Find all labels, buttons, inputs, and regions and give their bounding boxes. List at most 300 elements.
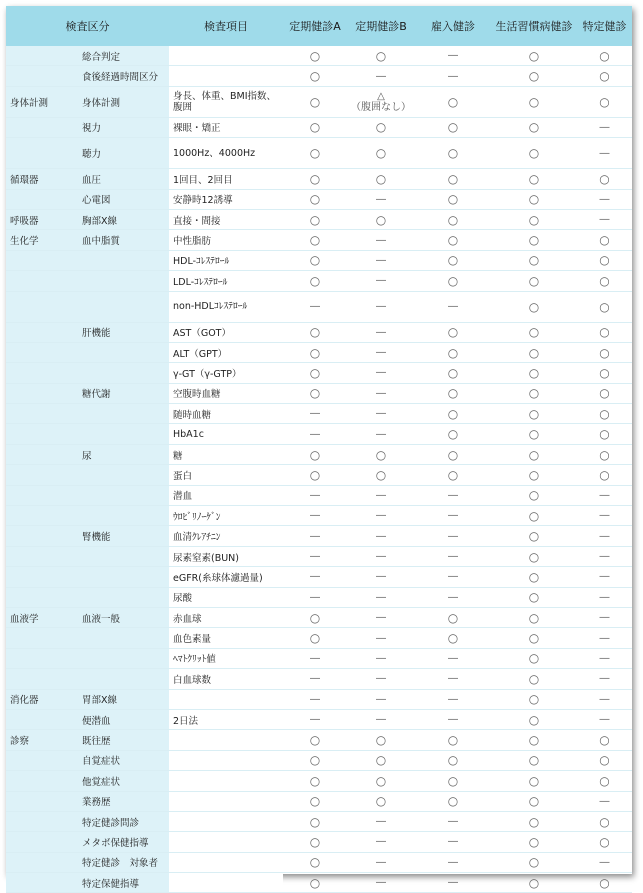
mark-hiring [415,189,491,209]
circle-mark: ○ [309,69,321,84]
dash-mark: ― [310,551,320,562]
dash-mark: ― [448,673,458,685]
mark-regular-b [347,811,415,831]
mark-specific [577,506,632,526]
item-cell: 中性脂肪 [169,230,283,250]
subcategory-cell: 便潜血 [78,709,169,729]
table-row [6,169,632,189]
mark-regular-a [283,669,347,689]
subcategory-cell: 特定保健指導 [78,873,169,893]
dash-mark: ― [448,50,458,62]
item-text: non-HDLｺﾚｽﾃﾛｰﾙ [173,301,248,313]
mark-hiring [415,46,491,66]
mark-hiring [415,86,491,117]
header-category: 検査区分 [6,6,169,46]
mark-regular-a [283,271,347,291]
mark-specific [577,138,632,169]
item-cell: 赤血球 [169,607,283,627]
mark-hiring [415,873,491,893]
table-row [6,444,632,464]
circle-mark: ○ [447,146,459,161]
mark-regular-b [347,587,415,607]
dash-mark: ― [448,571,458,583]
circle-mark: ○ [375,794,387,809]
circle-mark: ○ [309,171,321,186]
dash-mark: ― [448,836,458,848]
category-cell [6,363,78,383]
mark-lifestyle [491,873,577,893]
dash-mark: ― [376,673,386,685]
mark-hiring [415,465,491,485]
circle-mark: ○ [528,253,540,268]
mark-lifestyle [491,138,577,169]
subcategory-cell [78,465,169,485]
mark-regular-b [347,444,415,464]
item-cell: 血色素量 [169,628,283,648]
subcategory-cell [78,363,169,383]
header-item: 検査項目 [169,6,283,46]
mark-lifestyle [491,465,577,485]
circle-mark: ○ [599,773,610,788]
dash-mark: ― [376,632,386,644]
category-cell [6,506,78,526]
circle-mark: ○ [309,325,321,340]
item-cell [169,86,283,117]
mark-regular-b [347,526,415,546]
dash-mark: ― [376,714,386,726]
mark-regular-a [283,250,347,270]
circle-mark: ○ [599,273,610,288]
mark-lifestyle [491,852,577,872]
circle-mark: ○ [447,467,459,482]
circle-mark: ○ [528,569,540,584]
dash-mark: ― [376,591,386,603]
circle-mark: ○ [309,631,321,646]
circle-mark: ○ [528,651,540,666]
mark-regular-a [283,852,347,872]
circle-mark: ○ [528,325,540,340]
mark-regular-a [283,404,347,424]
mark-regular-b [347,567,415,587]
dash-mark: ― [310,408,320,420]
circle-mark: ○ [528,773,540,788]
mark-lifestyle [491,291,577,322]
item-cell: 空腹時血糖 [169,383,283,403]
mark-specific [577,271,632,291]
circle-mark: ○ [528,834,540,849]
table-row [6,46,632,66]
mark-specific [577,169,632,189]
header-specific: 特定健診 [577,6,632,46]
item-cell: 裸眼・矯正 [169,117,283,137]
circle-mark: ○ [447,212,459,227]
item-cell: 安静時12誘導 [169,189,283,209]
circle-mark: ○ [528,406,540,421]
item-cell: γ-GT（γ-GTP） [169,363,283,383]
item-cell [169,771,283,791]
dash-mark: ― [310,693,320,705]
circle-mark: ○ [447,192,459,207]
table-row [6,607,632,627]
category-cell: 診察 [6,730,78,750]
dash-mark: ― [310,571,320,583]
dash-mark: ― [599,652,610,664]
mark-lifestyle [491,832,577,852]
table-row [6,587,632,607]
dash-mark: ― [599,693,610,705]
circle-mark: ○ [599,406,610,421]
mark-regular-b [347,648,415,668]
circle-mark: ○ [309,467,321,482]
subcategory-cell: 血中脂質 [78,230,169,250]
mark-regular-a [283,709,347,729]
circle-mark: ○ [447,427,459,442]
subcategory-cell [78,271,169,291]
category-cell [6,832,78,852]
mark-specific [577,291,632,322]
circle-mark: ○ [309,773,321,788]
mark-regular-a [283,689,347,709]
mark-specific [577,363,632,383]
mark-regular-a [283,791,347,811]
circle-mark: ○ [528,69,540,84]
mark-regular-a [283,465,347,485]
mark-specific [577,567,632,587]
circle-mark: ○ [309,192,321,207]
circle-mark: ○ [528,488,540,503]
mark-lifestyle [491,546,577,566]
circle-mark: ○ [309,814,321,829]
mark-lifestyle [491,46,577,66]
mark-hiring [415,322,491,342]
mark-hiring [415,169,491,189]
mark-hiring [415,250,491,270]
header-hiring: 雇入健診 [415,6,491,46]
dash-mark: ― [376,428,386,440]
category-cell [6,750,78,770]
circle-mark: ○ [375,733,387,748]
item-cell [169,852,283,872]
table-row [6,117,632,137]
mark-regular-a [283,424,347,444]
dash-mark: ― [599,714,610,726]
circle-mark: ○ [528,631,540,646]
circle-mark: ○ [375,447,387,462]
checkup-items-table [6,6,632,893]
dash-mark: ― [310,673,320,685]
circle-mark: ○ [375,753,387,768]
dash-mark: ― [599,795,610,807]
mark-lifestyle [491,628,577,648]
circle-mark: ○ [599,733,610,748]
table-row [6,567,632,587]
table-row [6,250,632,270]
category-cell [6,250,78,270]
table-row [6,291,632,322]
dash-mark: ― [448,70,458,82]
dash-mark: ― [376,301,386,313]
category-cell [6,852,78,872]
dash-mark: ― [448,693,458,705]
circle-mark: ○ [447,365,459,380]
table-row [6,66,632,86]
mark-lifestyle [491,648,577,668]
mark-regular-b [347,607,415,627]
table-row [6,546,632,566]
dash-mark: ― [448,530,458,542]
circle-mark: ○ [447,386,459,401]
circle-mark: ○ [528,794,540,809]
mark-regular-b [347,546,415,566]
mark-hiring [415,750,491,770]
mark-lifestyle [491,669,577,689]
mark-regular-b [347,250,415,270]
mark-specific [577,383,632,403]
mark-hiring [415,669,491,689]
mark-hiring [415,383,491,403]
circle-mark: ○ [309,875,321,890]
circle-mark: ○ [447,733,459,748]
dash-mark: ― [376,387,386,399]
mark-specific [577,628,632,648]
dash-mark: ― [599,551,610,562]
dash-mark: ― [599,510,610,522]
item-cell: AST（GOT） [169,322,283,342]
mark-hiring [415,607,491,627]
subcategory-cell [78,342,169,362]
item-cell: 糖 [169,444,283,464]
mark-lifestyle [491,730,577,750]
table-row [6,628,632,648]
circle-mark: ○ [528,94,540,109]
circle-mark: ○ [447,773,459,788]
mark-regular-a [283,832,347,852]
mark-regular-a [283,546,347,566]
mark-regular-a [283,526,347,546]
table-row [6,730,632,750]
subcategory-cell: メタボ保健指導 [78,832,169,852]
mark-hiring [415,852,491,872]
mark-hiring [415,117,491,137]
circle-mark: ○ [528,386,540,401]
mark-regular-b [347,209,415,229]
mark-specific [577,444,632,464]
dash-mark: ― [310,489,320,501]
mark-regular-a [283,291,347,322]
category-cell [6,873,78,893]
category-cell [6,117,78,137]
mark-specific [577,86,632,117]
dash-mark: ― [376,612,386,624]
subcategory-cell: 聴力 [78,138,169,169]
category-cell: 血液学 [6,607,78,627]
item-cell [169,46,283,66]
mark-hiring [415,485,491,505]
circle-mark: ○ [309,365,321,380]
subcategory-cell: 他覚症状 [78,771,169,791]
circle-mark: ○ [528,48,540,63]
mark-regular-a [283,363,347,383]
mark-regular-b [347,189,415,209]
mark-lifestyle [491,811,577,831]
table-row [6,811,632,831]
circle-mark: ○ [447,753,459,768]
mark-regular-a [283,189,347,209]
circle-mark: ○ [528,814,540,829]
circle-mark: ○ [309,794,321,809]
circle-mark: ○ [599,386,610,401]
mark-hiring [415,271,491,291]
mark-regular-b [347,342,415,362]
circle-mark: ○ [599,875,610,890]
dash-mark: ― [310,530,320,542]
subcategory-cell: 肝機能 [78,322,169,342]
circle-mark: ○ [447,120,459,135]
category-cell [6,189,78,209]
item-cell [169,689,283,709]
dash-mark: ― [599,193,610,205]
mark-regular-a [283,209,347,229]
category-cell [6,271,78,291]
dash-mark: ― [599,121,610,133]
mark-specific [577,117,632,137]
mark-hiring [415,66,491,86]
category-cell [6,465,78,485]
circle-mark: ○ [447,253,459,268]
category-cell [6,628,78,648]
item-cell [169,730,283,750]
dash-mark: ― [310,510,320,522]
mark-lifestyle [491,567,577,587]
circle-mark: ○ [375,48,387,63]
mark-regular-a [283,117,347,137]
table-row [6,465,632,485]
mark-regular-b [347,271,415,291]
dash-mark: ― [448,551,458,562]
subcategory-cell [78,424,169,444]
mark-regular-a [283,342,347,362]
category-cell [6,587,78,607]
table-row [6,271,632,291]
dash-mark: ― [376,816,386,828]
table-row [6,506,632,526]
dash-mark: ― [376,234,386,246]
mark-regular-a [283,587,347,607]
category-cell [6,66,78,86]
circle-mark: ○ [599,427,610,442]
table-row [6,750,632,770]
dash-mark: ― [376,652,386,664]
dash-mark: ― [376,693,386,705]
mark-regular-a [283,607,347,627]
mark-lifestyle [491,526,577,546]
circle-mark: ○ [528,855,540,870]
circle-mark: ○ [375,171,387,186]
circle-mark: ○ [309,733,321,748]
mark-regular-b [347,628,415,648]
dash-mark: ― [310,652,320,664]
circle-mark: ○ [309,233,321,248]
header-row [6,6,632,46]
circle-mark: ○ [447,325,459,340]
dash-mark: ― [376,877,386,889]
subcategory-cell: 糖代謝 [78,383,169,403]
circle-mark: ○ [447,273,459,288]
subcategory-cell: 特定健診 対象者 [78,852,169,872]
mark-lifestyle [491,771,577,791]
mark-regular-b [347,771,415,791]
circle-mark: ○ [309,610,321,625]
circle-mark: ○ [375,467,387,482]
item-cell: 2日法 [169,709,283,729]
mark-lifestyle [491,506,577,526]
item-cell: 直接・間接 [169,209,283,229]
circle-mark: ○ [528,733,540,748]
mark-lifestyle [491,169,577,189]
circle-mark: ○ [375,773,387,788]
mark-regular-b [347,66,415,86]
mark-regular-b [347,86,415,117]
subcategory-cell: 既往歴 [78,730,169,750]
mark-regular-a [283,506,347,526]
dash-mark: ― [376,347,386,359]
mark-lifestyle [491,587,577,607]
circle-mark: ○ [528,467,540,482]
mark-regular-b [347,424,415,444]
mark-regular-a [283,230,347,250]
dash-mark: ― [376,551,386,562]
dash-mark: ― [376,571,386,583]
category-cell [6,342,78,362]
mark-hiring [415,791,491,811]
mark-specific [577,66,632,86]
circle-mark: ○ [599,171,610,186]
mark-regular-b [347,750,415,770]
header-lifestyle: 生活習慣病健診 [491,6,577,46]
mark-lifestyle [491,444,577,464]
circle-mark: ○ [447,345,459,360]
item-cell: ｳﾛﾋﾞﾘﾉｰｹﾞﾝ [169,506,283,526]
item-cell [169,138,283,169]
mark-hiring [415,209,491,229]
item-text: 身長、体重、BMI指数、腹囲 [173,90,277,113]
mark-lifestyle [491,117,577,137]
mark-lifestyle [491,485,577,505]
table-row [6,209,632,229]
mark-lifestyle [491,607,577,627]
subcategory-cell [78,546,169,566]
mark-hiring [415,424,491,444]
circle-mark: ○ [447,406,459,421]
table-row [6,669,632,689]
mark-hiring [415,689,491,709]
circle-mark: ○ [528,146,540,161]
category-cell: 消化器 [6,689,78,709]
dash-mark: ― [599,147,610,159]
mark-regular-a [283,750,347,770]
mark-specific [577,465,632,485]
mark-regular-b [347,791,415,811]
subcategory-cell: 血液一般 [78,607,169,627]
item-cell [169,873,283,893]
dash-mark: ― [310,428,320,440]
circle-mark: ○ [528,549,540,564]
mark-specific [577,342,632,362]
table-row [6,648,632,668]
mark-specific [577,322,632,342]
table-row [6,404,632,424]
mark-specific [577,485,632,505]
